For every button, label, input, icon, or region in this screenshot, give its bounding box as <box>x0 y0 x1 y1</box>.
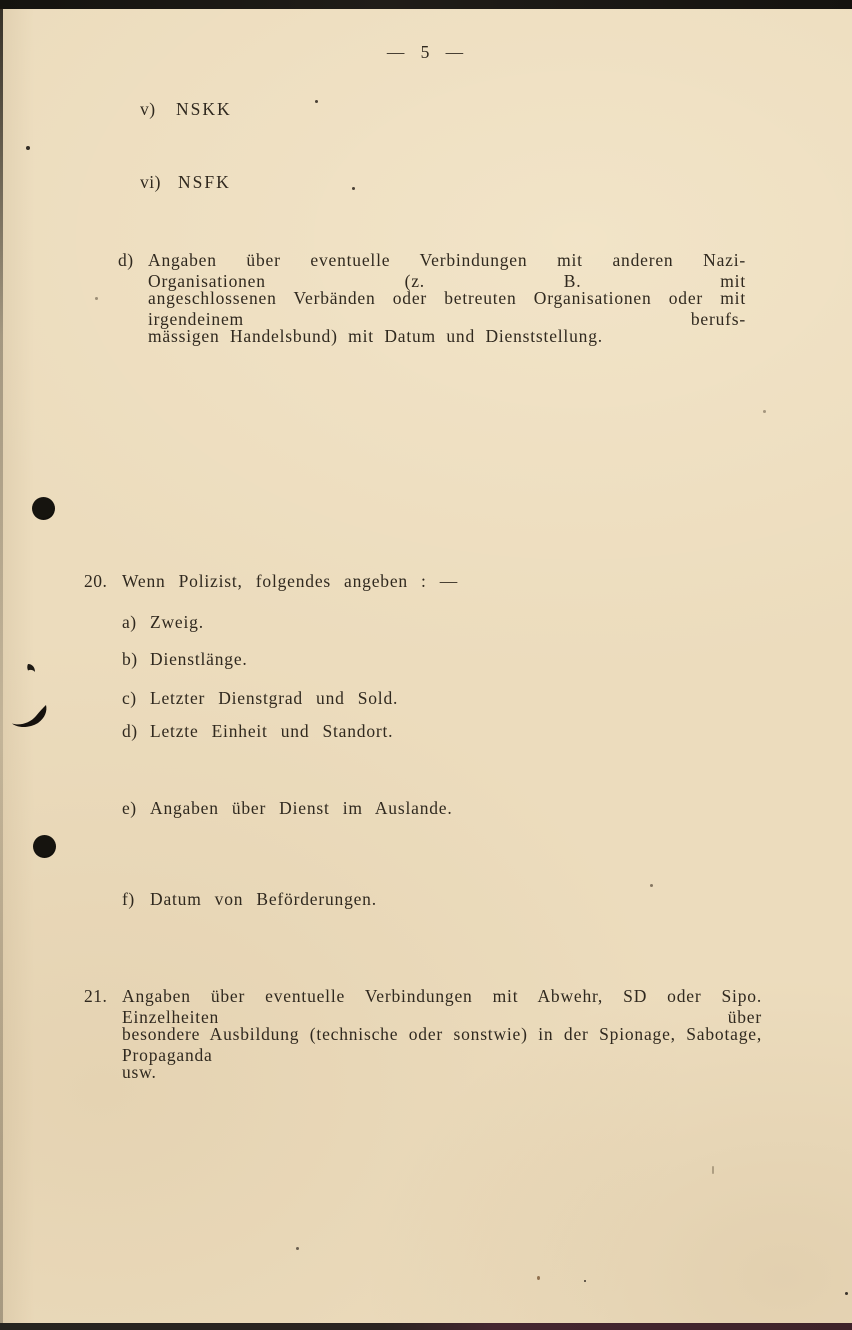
paper-speck <box>352 187 355 190</box>
item-text: NSKK <box>176 99 232 119</box>
item-marker: d) <box>118 250 134 270</box>
sub-item-marker: d) <box>122 721 138 741</box>
sub-item-marker: e) <box>122 798 137 818</box>
paper-speck <box>95 297 98 300</box>
paragraph-line: Angaben über eventuelle Verbindungen mit Abwehr, SD oder Sipo. Einzelheiten über <box>122 986 762 1027</box>
sub-item-marker: c) <box>122 688 137 708</box>
paper-speck <box>315 100 318 103</box>
sub-item-text: Datum von Beförderungen. <box>150 889 377 909</box>
sub-item-text: Letzte Einheit und Standort. <box>150 721 394 741</box>
item-text: NSFK <box>178 172 231 192</box>
sub-item-text: Angaben über Dienst im Auslande. <box>150 798 453 818</box>
punch-hole-icon <box>33 835 56 858</box>
item-number: 20. <box>84 571 108 591</box>
sub-item-marker: a) <box>122 612 137 632</box>
sub-item-text: Zweig. <box>150 612 204 632</box>
paper-speck <box>712 1166 714 1174</box>
ink-mark-icon <box>25 663 37 677</box>
paragraph-line: mässigen Handelsbund) mit Datum und Dienststellung. <box>148 326 603 346</box>
paper-speck <box>584 1280 586 1282</box>
item-heading: Wenn Polizist, folgendes angeben : — <box>122 571 459 591</box>
scan-left-edge <box>0 6 3 1330</box>
paper-speck <box>845 1292 848 1295</box>
punch-hole-icon <box>32 497 55 520</box>
ink-mark-icon <box>10 703 50 731</box>
paper-speck <box>26 146 30 150</box>
paper-speck <box>763 410 766 413</box>
sub-item-marker: b) <box>122 649 138 669</box>
item-marker: vi) <box>140 172 161 192</box>
paragraph-line: Angaben über eventuelle Verbindungen mit anderen Nazi-Organisationen (z. B. mit <box>148 250 746 291</box>
paper-speck <box>296 1247 299 1250</box>
item-number: 21. <box>84 986 108 1006</box>
paragraph-line: usw. <box>122 1062 157 1082</box>
scan-top-edge <box>0 0 852 9</box>
paragraph-line: angeschlossenen Verbänden oder betreuten Organisationen oder mit irgendeinem berufs- <box>148 288 746 329</box>
sub-item-text: Dienstlänge. <box>150 649 248 669</box>
scan-bottom-edge <box>0 1323 852 1330</box>
paper-speck <box>537 1276 540 1280</box>
sub-item-text: Letzter Dienstgrad und Sold. <box>150 688 399 708</box>
page-number: — 5 — <box>386 42 466 62</box>
paragraph-line: besondere Ausbildung (technische oder sonstwie) in der Spionage, Sabotage, Propaganda <box>122 1024 762 1065</box>
paper-speck <box>650 884 653 887</box>
sub-item-marker: f) <box>122 889 135 909</box>
item-marker: v) <box>140 99 156 119</box>
